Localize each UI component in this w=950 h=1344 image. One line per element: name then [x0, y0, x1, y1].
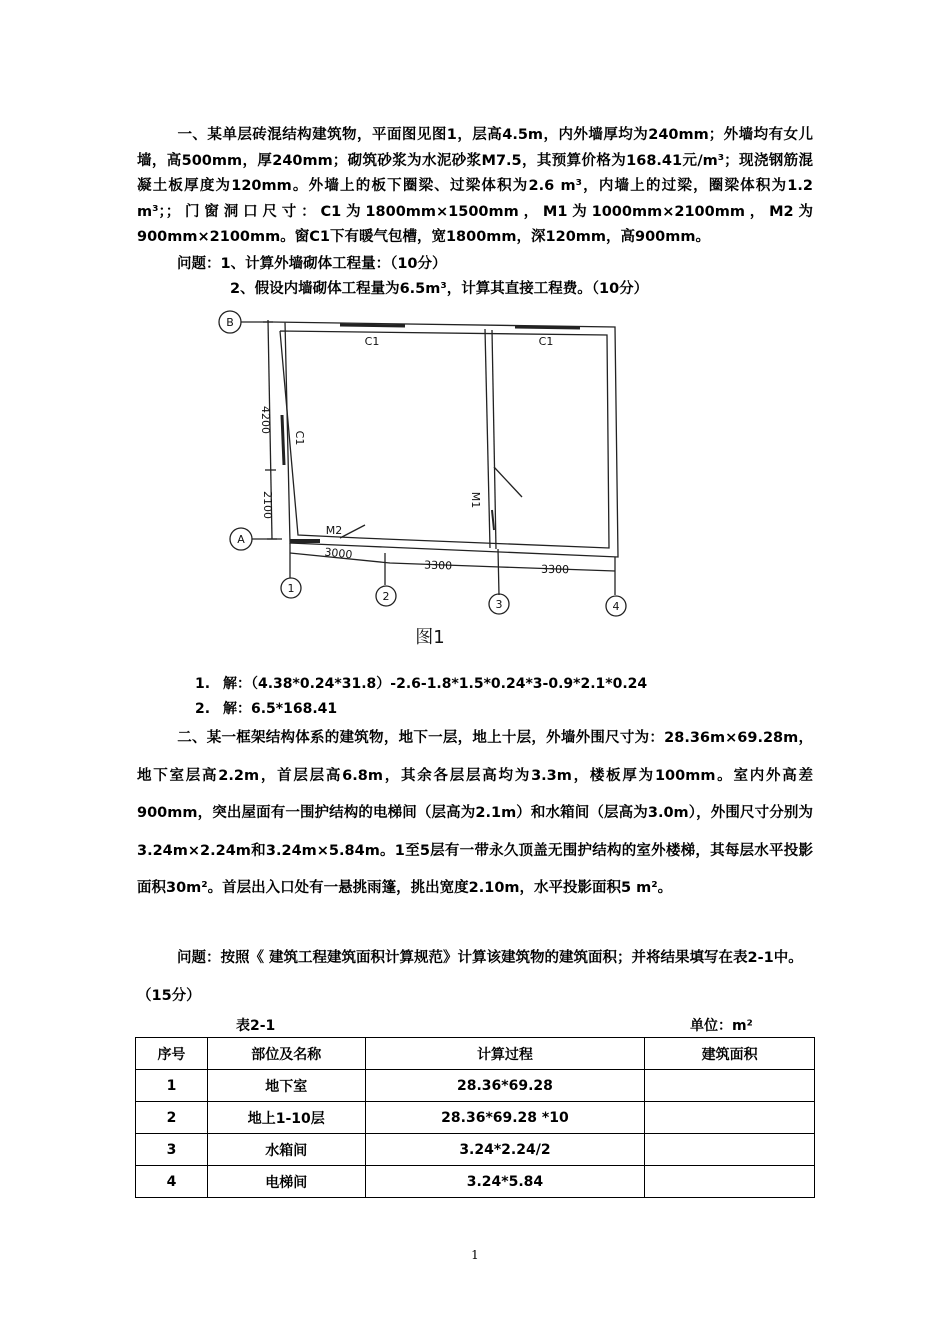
cell-area[interactable] [645, 1070, 815, 1102]
axis-3-label: 3 [495, 598, 503, 611]
header-process: 计算过程 [365, 1038, 645, 1070]
table-row [136, 1070, 815, 1102]
figure-caption: 图1 [415, 627, 445, 648]
cell-part: 水箱间 [207, 1134, 365, 1166]
axis-a-label: A [237, 533, 245, 546]
answer-2-text: 解：6.5*168.41 [223, 701, 338, 717]
header-part: 部位及名称 [207, 1038, 365, 1070]
table-caption: 表2-1 [236, 1018, 276, 1034]
cell-index: 3 [136, 1134, 208, 1166]
table-row [136, 1166, 815, 1198]
cell-index: 4 [136, 1166, 208, 1198]
cell-process: 28.36*69.28 [365, 1070, 645, 1102]
axis-1-label: 1 [287, 582, 295, 595]
area-table [135, 1037, 815, 1198]
problem-1-question-2: 2、假设内墙砌体工程量为6.5m³，计算其直接工程费。（10分） [230, 281, 649, 297]
cell-area[interactable] [645, 1134, 815, 1166]
header-index: 序号 [136, 1038, 208, 1070]
table-row [136, 1102, 815, 1134]
table-unit: 单位：m² [690, 1018, 753, 1034]
problem-1-question-1: 问题：1、计算外墙砌体工程量：（10分） [177, 256, 447, 272]
axis-b-label: B [226, 316, 234, 329]
answer-2-number: 2. [195, 701, 211, 717]
floor-plan-figure [210, 305, 630, 650]
problem-2-question: 问题：按照《 建筑工程建筑面积计算规范》计算该建筑物的建筑面积；并将结果填写在表2-1中。（15分） [137, 950, 803, 1004]
cell-process: 3.24*5.84 [365, 1166, 645, 1198]
dim-2100: 2100 [261, 491, 274, 519]
axis-4-label: 4 [612, 600, 620, 613]
cell-index: 2 [136, 1102, 208, 1134]
label-m2: M2 [325, 524, 343, 537]
axis-2-label: 2 [382, 590, 390, 603]
cell-index: 1 [136, 1070, 208, 1102]
cell-part: 电梯间 [207, 1166, 365, 1198]
problem-2-text: 二、某一框架结构体系的建筑物，地下一层，地上十层，外墙外围尺寸为：28.36m×69.28m，地下室层高2.2m，首层层高6.8m，其余各层层高均为3.3m，楼板厚为100mm。室内外高差900mm，突出屋面有一围护结构的电梯间（层高为2.1m）和水箱间（层高为3.0m），外围尺寸分别为3.24m×2.24m和3.24m×5.84m。1至5层有一带永久顶盖无围护结构的室外楼梯，其每层水平投影面积30m²。首层出入口处有一悬挑雨篷，挑出宽度2.10m，水平投影面积5 m²。 [137, 730, 813, 896]
table-row [136, 1134, 815, 1166]
cell-part: 地下室 [207, 1070, 365, 1102]
dim-3300-b: 3300 [540, 562, 570, 577]
cell-part: 地上1-10层 [207, 1102, 365, 1134]
header-area: 建筑面积 [645, 1038, 815, 1070]
label-c1-top-right: C1 [538, 335, 554, 348]
answer-2 [195, 698, 337, 720]
label-m1: M1 [469, 491, 482, 509]
answer-1 [195, 673, 647, 695]
page-number: 1 [471, 1248, 479, 1262]
table-header-row [136, 1038, 815, 1070]
label-c1-top-left: C1 [364, 335, 380, 348]
answer-1-number: 1. [195, 676, 211, 692]
problem-1-text: 一、某单层砖混结构建筑物，平面图见图1，层高4.5m，内外墙厚均为240mm；外墙均有女儿墙，高500mm，厚240mm；砌筑砂浆为水泥砂浆M7.5，其预算价格为168.41元/m³；现浇钢筋混凝土板厚度为120mm。外墙上的板下圈梁、过梁体积为2.6 m³，内墙上的过梁，圈梁体积为1.2 m³；；门窗洞口尺寸：C1为1800mm×1500mm，M1为1000mm×2100mm，M2为900mm×2100mm。窗C1下有暖气包槽，宽1800mm，深120mm，高900mm。 [137, 127, 813, 245]
answer-1-text: 解：（4.38*0.24*31.8）-2.6-1.8*1.5*0.24*3-0.9*2.1*0.24 [223, 676, 648, 692]
cell-area[interactable] [645, 1102, 815, 1134]
cell-area[interactable] [645, 1166, 815, 1198]
dim-4200: 4200 [259, 406, 272, 434]
dim-3300-a: 3300 [423, 558, 453, 573]
cell-process: 3.24*2.24/2 [365, 1134, 645, 1166]
cell-process: 28.36*69.28 *10 [365, 1102, 645, 1134]
dim-3000: 3000 [323, 545, 353, 562]
label-c1-left: C1 [293, 430, 306, 446]
